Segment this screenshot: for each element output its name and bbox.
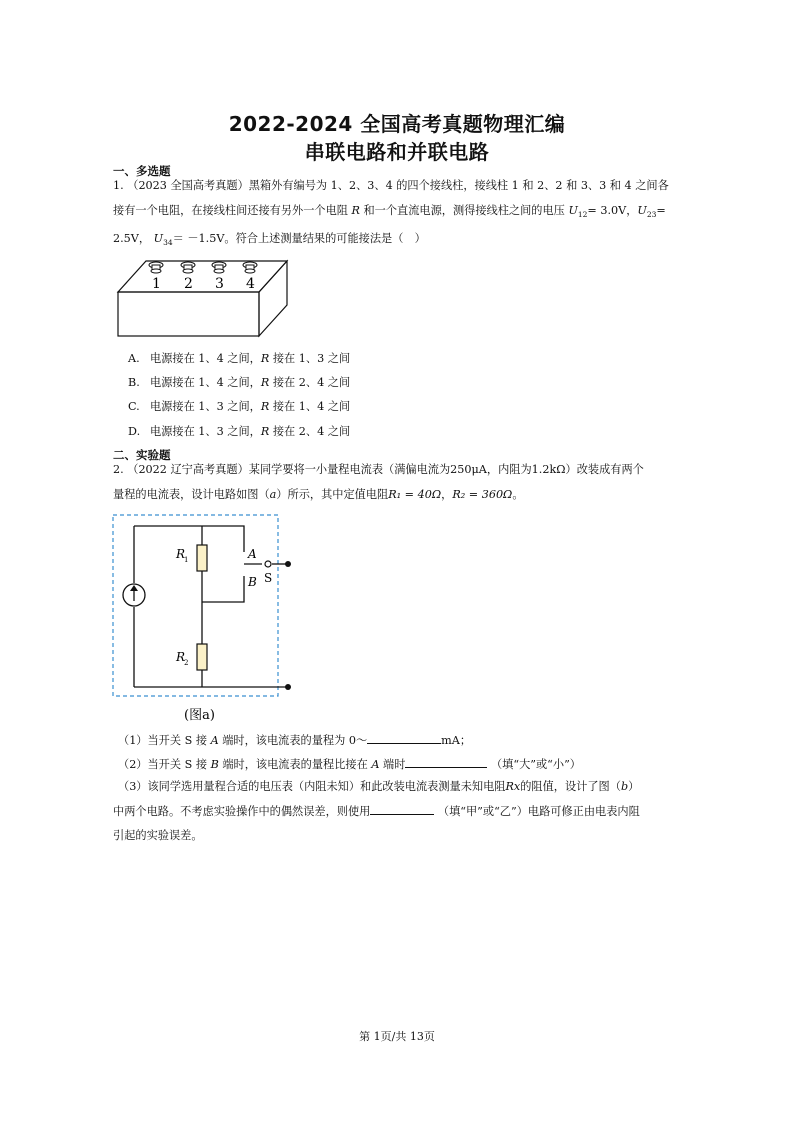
terminal-label-1: 1 (152, 276, 161, 292)
q2-line-1: 2. （2022 辽宁高考真题）某同学要将一小量程电流表（满偏电流为250μA，内阻为1.2kΩ）改装成有两个 (113, 463, 644, 476)
q2-sub-3-line-3: 引起的实验误差。 (113, 829, 203, 842)
terminal-bottom (285, 684, 291, 690)
contact-a-label: A (248, 547, 257, 561)
option-b: B. 电源接在 1、4 之间，R 接在 2、4 之间 (128, 376, 351, 389)
black-box-figure (112, 255, 292, 340)
terminal-label-2: 2 (184, 276, 193, 292)
resistor-r2 (197, 644, 207, 670)
question-1 (113, 174, 688, 256)
page-footer: 第 1页/共 13页 (359, 1030, 435, 1043)
resistor-r1 (197, 545, 207, 571)
r2-subscript: 2 (184, 659, 189, 667)
terminal-label-3: 3 (215, 276, 224, 292)
document-subtitle: 串联电路和并联电路 (304, 140, 490, 164)
q2-line-2: 量程的电流表，设计电路如图（a）所示，其中定值电阻R₁ = 40Ω，R₂ = 360Ω。 (113, 487, 524, 501)
q2-sub-2: （2）当开关 S 接 B 端时，该电流表的量程比接在 A 端时 （填“大”或“小”） (118, 758, 581, 771)
terminal-top (285, 561, 291, 567)
question-2 (113, 458, 688, 507)
answer-blank-3[interactable] (370, 804, 434, 815)
q2-sub-1: （1）当开关 S 接 A 端时，该电流表的量程为 0～ mA； (118, 734, 472, 747)
circuit-figure-a (110, 512, 310, 727)
option-c: C. 电源接在 1、3 之间，R 接在 1、4 之间 (128, 400, 351, 413)
contact-b-label: B (248, 575, 257, 589)
q2-sub-3-line-2: 中两个电路。不考虑实验操作中的偶然误差，则使用 （填“甲”或“乙”）电路可修正由电表内阻 (113, 804, 640, 818)
switch-s-label: S (264, 571, 273, 585)
q2-sub-3-line-1: （3）该同学选用量程合适的电压表（内阻未知）和此改装电流表测量未知电阻Rx的阻值，设计了图（b） (118, 780, 640, 793)
section-multiple-choice: 一、多选题 (113, 164, 171, 178)
q1-line-1: 1. （2023 全国高考真题）黑箱外有编号为 1、2、3、4 的四个接线柱，接线柱 1 和 2、2 和 3、3 和 4 之间各 (113, 179, 669, 192)
answer-blank-1[interactable] (367, 733, 441, 744)
q1-line-3: 2.5V， $U_{34}= -1.5V$。符合上述测量结果的可能接法是（ ） (113, 232, 426, 248)
terminal-label-4: 4 (246, 276, 255, 292)
r1-subscript: 1 (184, 556, 189, 564)
terminal-posts (149, 262, 257, 273)
switch-contact (265, 561, 271, 567)
r1-label: R (176, 547, 186, 561)
answer-blank-2[interactable] (405, 757, 487, 768)
section-experiment: 二、实验题 (113, 448, 171, 462)
document-title: 2022-2024 全国高考真题物理汇编 (228, 112, 566, 136)
q1-line-2: 接有一个电阻，在接线柱间还接有另外一个电阻 R 和一个直流电源，测得接线柱之间的电压 $U_{12}= 3.0V$，$U_{23}=$ (113, 203, 666, 219)
figure-a-caption: (图a) (184, 708, 215, 723)
option-a: A. 电源接在 1、4 之间，R 接在 1、3 之间 (128, 352, 351, 365)
q2-sub-3 (113, 775, 688, 849)
r2-label: R (176, 650, 186, 664)
option-d: D. 电源接在 1、3 之间，R 接在 2、4 之间 (128, 425, 351, 438)
